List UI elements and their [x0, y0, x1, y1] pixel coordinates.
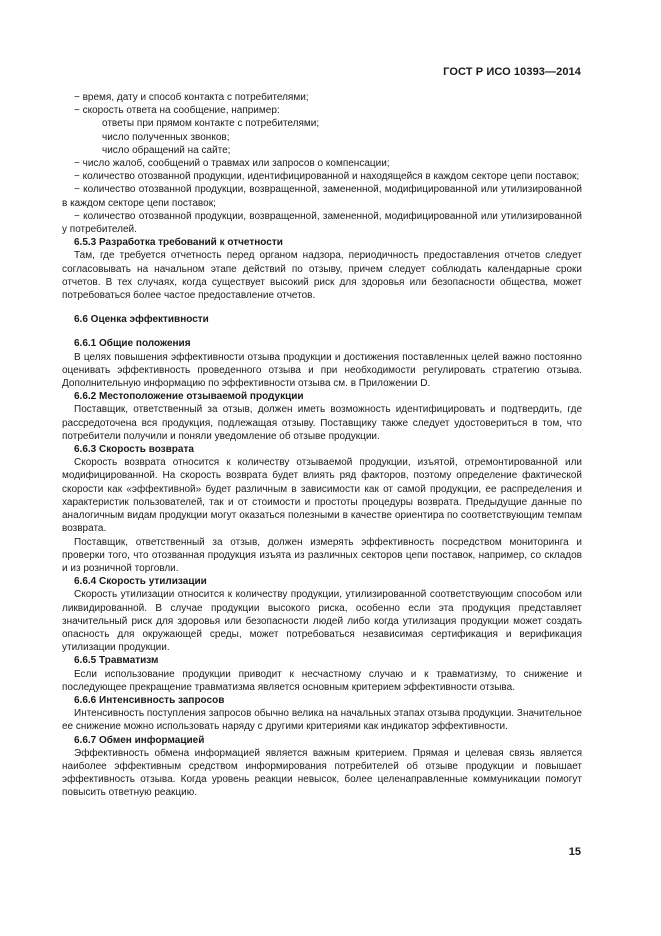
section-text-6-6-3a: Скорость возврата относится к количеству отзываемой продукции, изъятой, отремонтированной или модифицированной. На скорость возврата будет влиять ряд факторов, поэтому определение фактической скорости как «эффективной» будет различным в зависимости как от самой продукции, ее распределения и характеристик пользователей, так и от стоимости и простоты процедуры возврата. Предыдущие данные по аналогичным видам продукции могут оказаться полезными в качестве ориентира по соответствующим темпам возврата. — [62, 457, 582, 535]
section-text-6-6-1: В целях повышения эффективности отзыва продукции и достижения поставленных целей важно постоянно оценивать эффективность проведенного отзыва и при необходимости регулировать стратегию отзыва. Дополнительную информацию по эффективности отзыва см. в Приложении D. — [62, 351, 582, 390]
section-text-6-6-5: Если использование продукции приводит к несчастному случаю и к травматизму, то снижение и последующее прекращение травматизма является основным критерием эффективности отзыва. — [62, 668, 582, 693]
sub-list-item: ответы при прямом контакте с потребителями; — [102, 118, 320, 130]
section-heading-6-6-1: 6.6.1 Общие положения — [74, 338, 191, 350]
section-heading-6-6-4: 6.6.4 Скорость утилизации — [74, 576, 207, 588]
list-item: − число жалоб, сообщений о травмах или запросов о компенсации; — [74, 158, 390, 170]
section-text-6-6-6: Интенсивность поступления запросов обычно велика на начальных этапах отзыва продукции. Значительное ее снижение можно использовать наряду с другими критериями как индикатор эффективности. — [62, 708, 582, 733]
sub-list-item: число обращений на сайте; — [102, 144, 231, 156]
section-heading-6-5-3: 6.5.3 Разработка требований к отчетности — [74, 237, 283, 249]
list-item: − количество отозванной продукции, возвращенной, замененной, модифицированной или утилизированной у потребителей. — [62, 210, 582, 236]
list-item: − скорость ответа на сообщение, например: — [74, 105, 280, 117]
section-heading-6-6-5: 6.6.5 Травматизм — [74, 655, 159, 667]
document-code: ГОСТ Р ИСО 10393—2014 — [443, 66, 581, 78]
sub-list-item: число полученных звонков; — [102, 131, 230, 143]
page-number: 15 — [568, 846, 581, 858]
section-text-6-6-3b: Поставщик, ответственный за отзыв, должен измерять эффективность посредством мониторинга и проверки того, что отозванная продукция изъята из различных секторов цепи поставок, например, со складов и из розничной торговли. — [62, 536, 582, 574]
section-text-6-6-7: Эффективность обмена информацией является важным критерием. Прямая и целевая связь является наиболее эффективным средством информирования потребителей об отзыве продукции и повышает эффективность отзыва. Когда уровень реакции невысок, более целенаправленные коммуникации помогут повысить ответную реакцию. — [62, 747, 582, 799]
section-text-6-5-3: Там, где требуется отчетность перед органом надзора, периодичность предоставления отчетов следует согласовывать на начальном этапе действий по отзыву, причем следует соблюдать календарные сроки отчетов. В тех случаях, когда существует высокий риск для здоровья или безопасности общества, может потребоваться более частое предоставление отчетов. — [62, 250, 582, 302]
section-heading-6-6-2: 6.6.2 Местоположение отзываемой продукции — [74, 391, 304, 403]
section-heading-6-6-3: 6.6.3 Скорость возврата — [74, 444, 194, 456]
document-body — [62, 91, 582, 800]
list-item: − количество отозванной продукции, идентифицированной и находящейся в каждом секторе цепи поставок; — [74, 171, 580, 183]
list-item: − количество отозванной продукции, возвращенной, замененной, модифицированной или утилизированной в каждом секторе цепи поставок; — [62, 184, 582, 209]
list-item: − время, дату и способ контакта с потребителями; — [74, 92, 309, 103]
section-heading-6-6: 6.6 Оценка эффективности — [74, 314, 209, 326]
section-text-6-6-2: Поставщик, ответственный за отзыв, должен иметь возможность идентифицировать и подтвердить, где рассредоточена вся продукция, подлежащая отзыву. Поставщику также следует удостовериться в том, что потребители получили и поняли уведомление об отзыве продукции. — [62, 404, 582, 442]
section-heading-6-6-7: 6.6.7 Обмен информацией — [74, 734, 205, 746]
section-text-6-6-4: Скорость утилизации относится к количеству продукции, утилизированной соответствующим способом или ликвидированной. В случае продукции высокого риска, особенно если эта продукция представляет значительный риск для здоровья или безопасности людей либо когда утилизация продукции может создать опасность для окружающей среды, может потребоваться независимая сертификация и верификация утилизации продукции. — [62, 589, 582, 654]
section-heading-6-6-6: 6.6.6 Интенсивность запросов — [74, 694, 225, 706]
